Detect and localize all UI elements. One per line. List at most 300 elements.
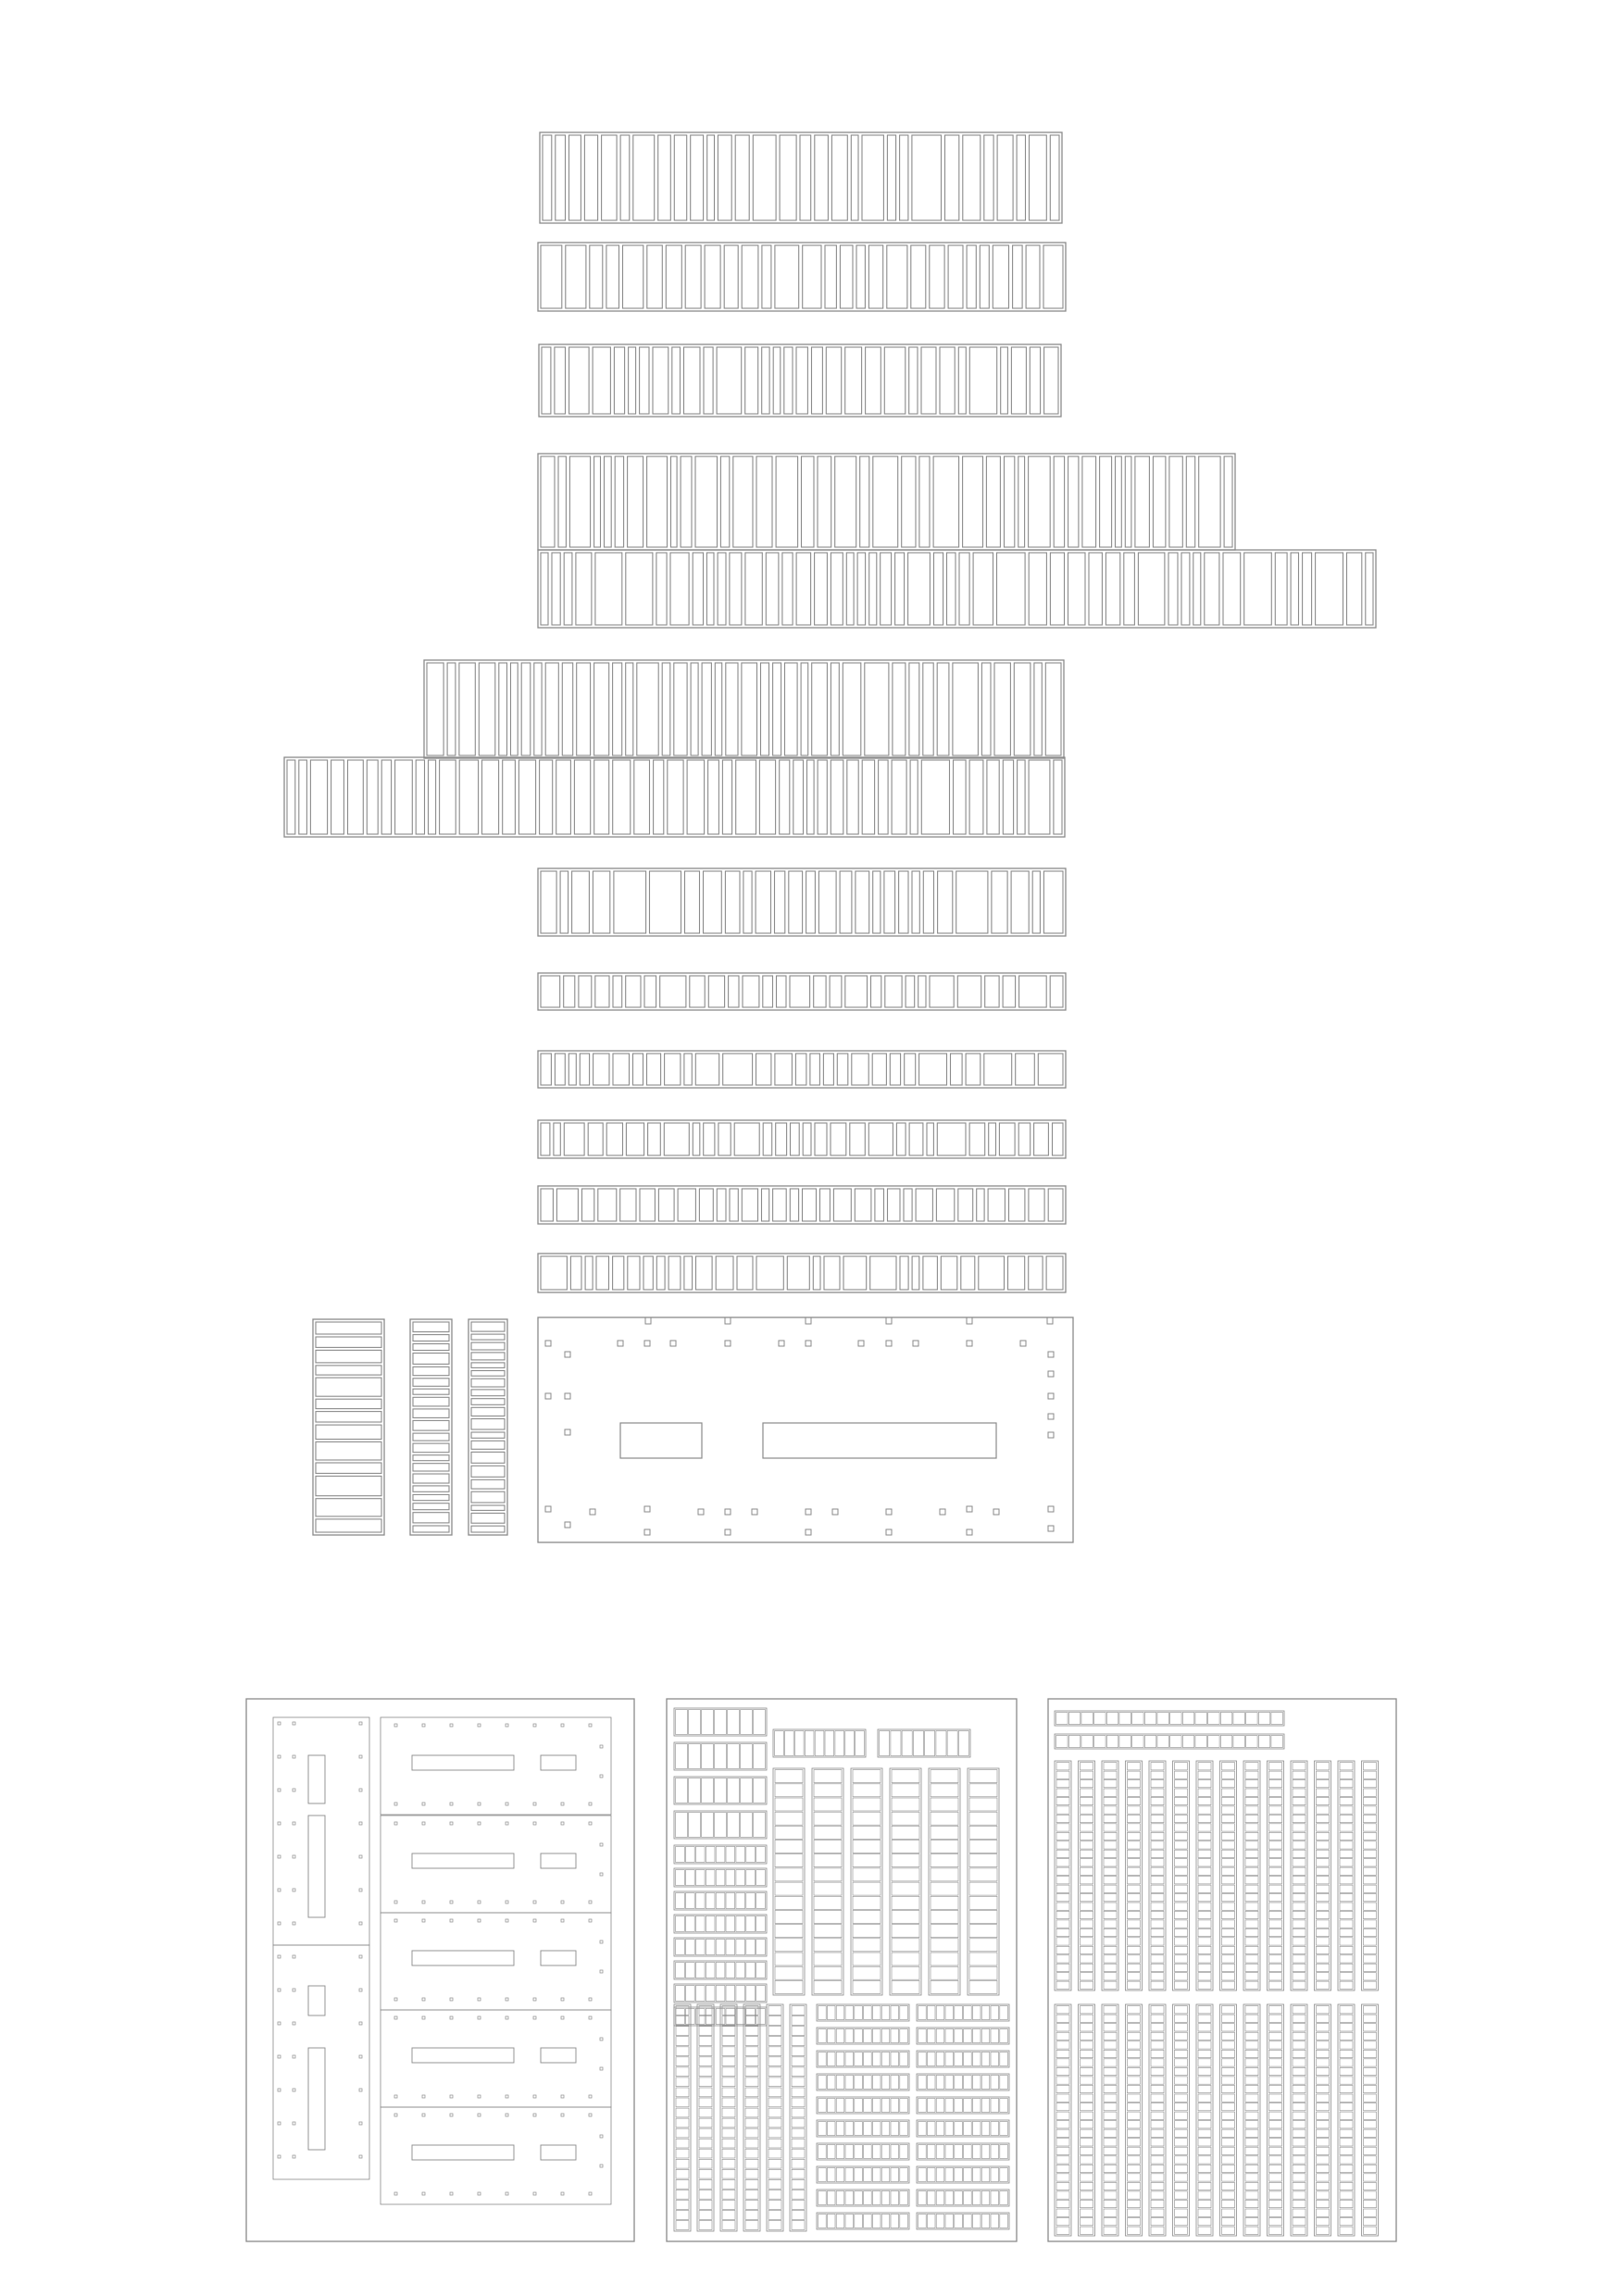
sheet-3-column-slot [1245,2174,1258,2181]
sheet-1-hole [293,2022,295,2025]
sheet-3-column-slot [1104,2200,1117,2207]
sheet-3-strip-rib [1132,1713,1144,1725]
strip-7-rib [847,760,858,834]
sheet-3-column-slot [1056,1841,1069,1849]
sheet-2-strip-rib [754,1710,766,1735]
strip-5-rib [1366,553,1373,625]
sheet-2-strip-rib [706,1916,715,1932]
sheet-2-strip-rib [827,2191,835,2205]
sheet-3-column-slot [1198,2165,1211,2172]
sheet-3-strip-rib [1271,1736,1283,1748]
sheet-2-column-slot [775,1980,803,1993]
vertical-strip-2-slot [413,1322,449,1332]
sheet-3-column-slot [1081,1938,1093,1945]
sheet-3-column-slot [1317,1806,1330,1814]
strip-11-rib [1034,1123,1049,1155]
sheet-3-strip-rib [1094,1736,1106,1748]
sheet-2-strip-rib [746,1986,756,2002]
sheet-1-plate [381,2107,611,2204]
strip-9-rib [830,976,842,1007]
sheet-3-column-slot [1151,1780,1164,1788]
sheet-3-column-slot [1151,1789,1164,1796]
sheet-2-strip-rib [891,2076,899,2090]
strip-1-rib [735,135,749,220]
vertical-strip-3-slot [471,1371,505,1377]
sheet-3-column-slot [1222,2015,1235,2022]
sheet-2-column-slot [722,2027,735,2036]
sheet-2-column-slot [745,2067,758,2077]
strip-5-rib [815,553,828,625]
sheet-3-column-slot [1081,1973,1093,1980]
sheet-2-strip-rib [864,2191,872,2205]
sheet-3-column-slot [1364,1973,1377,1980]
strip-10-frame [538,1051,1066,1088]
sheet-2-column-slot [745,2118,758,2128]
sheet-2-strip-rib [836,2029,844,2043]
sheet-3-column-slot [1104,2209,1117,2216]
base-plate-hole [886,1509,892,1515]
sheet-2-column-slot [722,2057,735,2066]
sheet-3-column-slot [1128,1964,1141,1971]
sheet-2-column-slot [931,1841,958,1853]
sheet-1-hole [278,2155,281,2158]
sheet-3-column-slot [1340,1789,1353,1796]
sheet-2-column-slot [745,2139,758,2148]
strip-2-rib [856,245,865,308]
strip-13-rib [813,1256,820,1290]
strip-6-rib [785,663,798,755]
strip-4-rib [615,456,623,547]
sheet-2-column-slot [775,1798,803,1811]
base-plate-hole [644,1506,650,1512]
sheet-3-column-slot [1128,1885,1141,1892]
sheet-3-column-slot [1293,2209,1305,2216]
strip-11-rib [1018,1123,1031,1155]
sheet-2-strip-rib [715,1778,727,1803]
sheet-3-column-slot [1198,2174,1211,2181]
strip-12-rib [936,1189,954,1221]
sheet-2-column-slot [676,2128,689,2138]
sheet-2-strip-rib [918,2029,927,2043]
strip-11-rib [969,1123,985,1155]
sheet-1-hole [533,2095,536,2098]
vertical-strip-2-slot [413,1504,449,1510]
sheet-2-strip-rib [918,2099,927,2113]
sheet-1-hole [359,1989,362,1991]
strip-3-rib [940,347,955,414]
strip-9-rib [777,976,787,1007]
sheet-1-hole [450,1822,453,1825]
sheet-2-strip-rib [891,2029,899,2043]
sheet-3-column-frame [1220,2004,1237,2236]
sheet-3-column-slot [1293,1797,1305,1804]
sheet-2-strip-rib [955,2191,963,2205]
sheet-3-column-slot [1269,1867,1282,1875]
sheet-3-column-slot [1269,2165,1282,2172]
sheet-3-strip-rib [1246,1713,1258,1725]
sheet-3-column-slot [1340,1928,1353,1936]
sheet-3-column-slot [1198,1973,1211,1980]
strip-1-rib [691,135,704,220]
sheet-3-column-slot [1128,2067,1141,2075]
sheet-3-column-slot [1128,1824,1141,1831]
sheet-2-strip-frame [917,2004,1009,2021]
sheet-3-column-slot [1198,1911,1211,1918]
sheet-3-column-slot [1175,2103,1188,2111]
sheet-2-strip-rib [945,2006,954,2020]
sheet-3-column-slot [1081,1877,1093,1884]
sheet-1-hole [278,1789,281,1791]
sheet-3-column-slot [1293,2032,1305,2040]
sheet-2-column-slot [969,1841,997,1853]
sheet-2-column-frame [720,2004,737,2231]
sheet-2-column-slot [745,2201,758,2210]
sheet-1-hole [478,2192,481,2195]
sheet-3-column-slot [1340,1903,1353,1910]
sheet-3-column-slot [1317,2139,1330,2146]
base-plate-notch [1047,1317,1053,1324]
strip-10-rib [1038,1054,1063,1085]
strip-6-rib [1045,663,1061,755]
base-plate-hole [725,1529,731,1535]
sheet-1-hole [422,1901,425,1903]
sheet-3-column-slot [1128,2191,1141,2199]
strip-5-rib [857,553,866,625]
sheet-3-column-slot [1151,2121,1164,2128]
sheet-3-column-slot [1340,1894,1353,1902]
sheet-1-hole [278,1722,281,1725]
strip-1-rib [633,135,655,220]
sheet-2-strip-rib [936,2122,944,2136]
sheet-2-strip-frame [817,2166,909,2183]
sheet-3-column-slot [1175,1850,1188,1857]
strip-3-rib [593,347,610,414]
sheet-1-hole [278,2022,281,2025]
strip-7-rib [1054,760,1062,834]
sheet-2-column-slot [775,1854,803,1867]
sheet-2-column-slot [969,1966,997,1979]
sheet-2-strip-rib [864,2099,872,2113]
strip-9-rib [790,976,810,1007]
strip-6-rib [726,663,738,755]
vertical-strip-1-slot [316,1350,381,1363]
sheet-3-column-slot [1081,2103,1093,2111]
vertical-strip-1-frame [313,1319,384,1535]
sheet-1-hole [450,2016,453,2019]
strip-2-rib [742,245,758,308]
sheet-3-column-slot [1293,1841,1305,1849]
strip-5-rib [1029,553,1046,625]
sheet-2-strip-rib [872,2191,881,2205]
strip-3-rib [1001,347,1008,414]
sheet-3-column-slot [1364,1867,1377,1875]
strip-9-rib [644,976,656,1007]
sheet-3-column-slot [1175,2191,1188,2199]
sheet-3-column-slot [1317,2165,1330,2172]
sheet-3-column-slot [1364,1928,1377,1936]
strip-5-rib [782,553,793,625]
strip-6-rib [521,663,531,755]
sheet-2-strip-rib [918,2191,927,2205]
strip-7-rib [1018,760,1026,834]
vertical-strip-3-slot [471,1390,505,1396]
sheet-2-strip-rib [881,2122,890,2136]
sheet-3-column-slot [1175,1885,1188,1892]
sheet-1-hole [533,1822,536,1825]
sheet-2-strip-rib [728,1813,740,1838]
sheet-2-column-slot [792,2118,805,2128]
sheet-3-column-slot [1104,1789,1117,1796]
sheet-3-column-slot [1364,1789,1377,1796]
strip-9-rib [845,976,868,1007]
sheet-3-column-slot [1245,1928,1258,1936]
sheet-1-hole [359,1822,362,1825]
sheet-3-column-slot [1198,1832,1211,1840]
sheet-3-strip-rib [1106,1713,1118,1725]
sheet-2-strip-rib [805,1731,814,1756]
strip-5-rib [1347,553,1362,625]
strip-12-rib [556,1189,578,1221]
sheet-2-strip-rib [955,2168,963,2182]
sheet-3-column-slot [1198,1920,1211,1928]
sheet-2-strip-rib [981,2099,990,2113]
sheet-3-column-slot [1317,2174,1330,2181]
strip-5-rib [564,553,572,625]
sheet-2-column-slot [775,1770,803,1783]
strip-8-rib [541,871,556,933]
strip-6-rib [626,663,633,755]
strip-6-rib [812,663,828,755]
sheet-3-column-slot [1151,1763,1164,1770]
sheet-3-column-slot [1245,2227,1258,2234]
sheet-3-column-slot [1269,2077,1282,2084]
sheet-3-column-slot [1175,2006,1188,2014]
strip-9-rib [626,976,641,1007]
sheet-3-column-slot [1245,2067,1258,2075]
sheet-3-column-slot [1056,2227,1069,2234]
sheet-3-column-slot [1364,2094,1377,2102]
sheet-2-strip-rib [702,1744,714,1769]
sheet-2-column-slot [792,2037,805,2046]
sheet-2-strip-rib [702,1710,714,1735]
sheet-2-strip-rib [902,1731,912,1756]
strip-2-rib [993,245,1008,308]
sheet-2-strip-rib [918,2122,927,2136]
sheet-1-hole [533,2016,536,2019]
strip-3-rib [762,347,769,414]
sheet-3-column-slot [1340,2103,1353,2111]
sheet-3-column-slot [1269,1824,1282,1831]
sheet-2-strip-rib [927,2029,935,2043]
sheet-3-column-slot [1293,2174,1305,2181]
sheet-2-strip-rib [728,1744,740,1769]
sheet-2-column-frame [851,1768,882,1995]
sheet-2-strip-rib [1000,2215,1008,2228]
strip-7-rib [367,760,378,834]
sheet-2-strip-rib [881,2029,890,2043]
sheet-3-column-slot [1364,2174,1377,2181]
sheet-3-strip-rib [1220,1713,1232,1725]
sheet-3-column-slot [1056,1797,1069,1804]
strip-11-rib [999,1123,1015,1155]
sheet-2-column-slot [853,1841,881,1853]
sheet-3-column-slot [1364,2147,1377,2154]
sheet-2-column-slot [676,2108,689,2117]
strip-7-frame [284,757,1065,837]
sheet-3-column-slot [1056,2024,1069,2031]
strip-2-rib [840,245,853,308]
sheet-2-strip-rib [716,1916,725,1932]
sheet-2-strip-rib [702,1813,714,1838]
sheet-2-strip-rib [695,1893,705,1909]
strip-7-rib [594,760,609,834]
sheet-3-column-slot [1245,1789,1258,1796]
vertical-strip-3-slot [471,1342,505,1350]
sheet-1-hole [478,1803,481,1805]
sheet-3-column-slot [1128,2032,1141,2040]
sheet-3-column-slot [1175,1780,1188,1788]
sheet-1-hole [533,1998,536,2001]
sheet-1-hole [422,1724,425,1727]
strip-3-rib [958,347,966,414]
sheet-2-column-slot [775,1939,803,1952]
sheet-3-column-slot [1293,1763,1305,1770]
sheet-3-column-slot [1269,2024,1282,2031]
sheet-2-column-slot [676,2159,689,2168]
sheet-3-column-slot [1222,1920,1235,1928]
sheet-3-column-slot [1222,1815,1235,1822]
strip-6-rib [801,663,808,755]
sheet-3-column-slot [1081,1850,1093,1857]
strip-3-rib [717,347,742,414]
sheet-2-column-slot [814,1812,842,1825]
sheet-3-strip-rib [1106,1736,1118,1748]
sheet-3-column-slot [1293,2139,1305,2146]
strip-10-rib [580,1054,589,1085]
strip-3-rib [845,347,862,414]
strip-5-rib [1205,553,1219,625]
sheet-3-column-slot [1364,2112,1377,2119]
sheet-3-column-slot [1269,1973,1282,1980]
sheet-3-column-slot [1269,2059,1282,2066]
sheet-3-column-slot [1364,1920,1377,1928]
strip-4-rib [802,456,815,547]
sheet-3-column-slot [1317,2103,1330,2111]
sheet-3-column-slot [1056,2156,1069,2164]
sheet-3-column-slot [1222,2085,1235,2092]
sheet-2-strip-rib [936,2168,944,2182]
sheet-1-hole [478,1822,481,1825]
base-plate-notch [967,1317,972,1324]
sheet-3-column-slot [1364,1903,1377,1910]
sheet-3-column-slot [1340,1832,1353,1840]
strip-6-rib [909,663,919,755]
sheet-3-column-slot [1293,1789,1305,1796]
sheet-3-column-slot [1104,1824,1117,1831]
sheet-3-column-slot [1081,2050,1093,2057]
strip-1-rib [674,135,686,220]
sheet-1-hole [293,1755,295,1758]
strip-4-rib [860,456,869,547]
sheet-3-column-slot [1175,1964,1188,1971]
strip-13-frame [538,1254,1066,1292]
strip-4-rib [647,456,668,547]
sheet-3-column-slot [1293,2085,1305,2092]
sheet-3-column-slot [1128,1894,1141,1902]
strip-7-rib [395,760,413,834]
sheet-3-column-slot [1175,1763,1188,1770]
sheet-1-plate-window [541,2048,576,2063]
sheet-2-strip-rib [1000,2006,1008,2020]
sheet-3-column-slot [1364,1938,1377,1945]
strip-3-frame [539,344,1061,417]
sheet-1-hole [394,1724,397,1727]
sheet-3-column-frame [1126,2004,1143,2236]
sheet-2-column-slot [892,1911,919,1924]
sheet-2-strip-rib [891,2053,899,2066]
sheet-2-strip-rib [728,1710,740,1735]
sheet-3-column-slot [1340,2165,1353,2172]
sheet-2-column-slot [768,2006,781,2015]
sheet-3-column-slot [1317,1841,1330,1849]
sheet-3-column-slot [1056,1920,1069,1928]
sheet-2-strip-rib [964,2053,972,2066]
strip-6-rib [994,663,1010,755]
base-plate-hole [1048,1506,1054,1512]
sheet-3-column-slot [1222,2103,1235,2111]
sheet-3-column-slot [1151,2139,1164,2146]
strip-11-rib [554,1123,560,1155]
sheet-3-column-slot [1175,2077,1188,2084]
sheet-3-column-slot [1269,2041,1282,2049]
sheet-3-column-slot [1198,1850,1211,1857]
strip-8-rib [873,871,881,933]
sheet-3-column-slot [1245,2218,1258,2226]
sheet-2-strip-rib [945,2029,954,2043]
sheet-2-column-slot [892,1882,919,1895]
strip-13-rib [1008,1256,1025,1290]
strip-4-rib [963,456,983,547]
strip-5-rib [1244,553,1272,625]
sheet-2-strip-frame [817,2190,909,2206]
strip-4-rib [1054,456,1064,547]
sheet-1-hole [293,1955,295,1958]
sheet-3-column-frame [1268,1761,1284,1990]
sheet-2-strip-rib [676,1778,688,1803]
sheet-2-strip-rib [836,2053,844,2066]
strip-6-rib [674,663,687,755]
strip-10-rib [837,1054,848,1085]
strip-10-rib [810,1054,820,1085]
sheet-1-hole [278,1755,281,1758]
sheet-3-column-slot [1104,2165,1117,2172]
vertical-strips [313,1319,507,1535]
sheet-2-column-slot [676,2179,689,2189]
sheet-2-strip-rib [945,2122,954,2136]
sheet-3-column-slot [1245,2085,1258,2092]
sheet-3-column-slot [1317,1877,1330,1884]
sheet-1-hole [450,1724,453,1727]
sheet-2-column-slot [792,2149,805,2158]
strip-13-rib [585,1256,593,1290]
sheet-2-strip-rib [891,2099,899,2113]
strip-12-rib [958,1189,973,1221]
strip-3-rib [629,347,636,414]
sheet-3-column-slot [1317,1763,1330,1770]
sheet-2-strip-rib [972,2122,981,2136]
sheet-3-column-slot [1081,1981,1093,1989]
strip-9-rib [564,976,575,1007]
